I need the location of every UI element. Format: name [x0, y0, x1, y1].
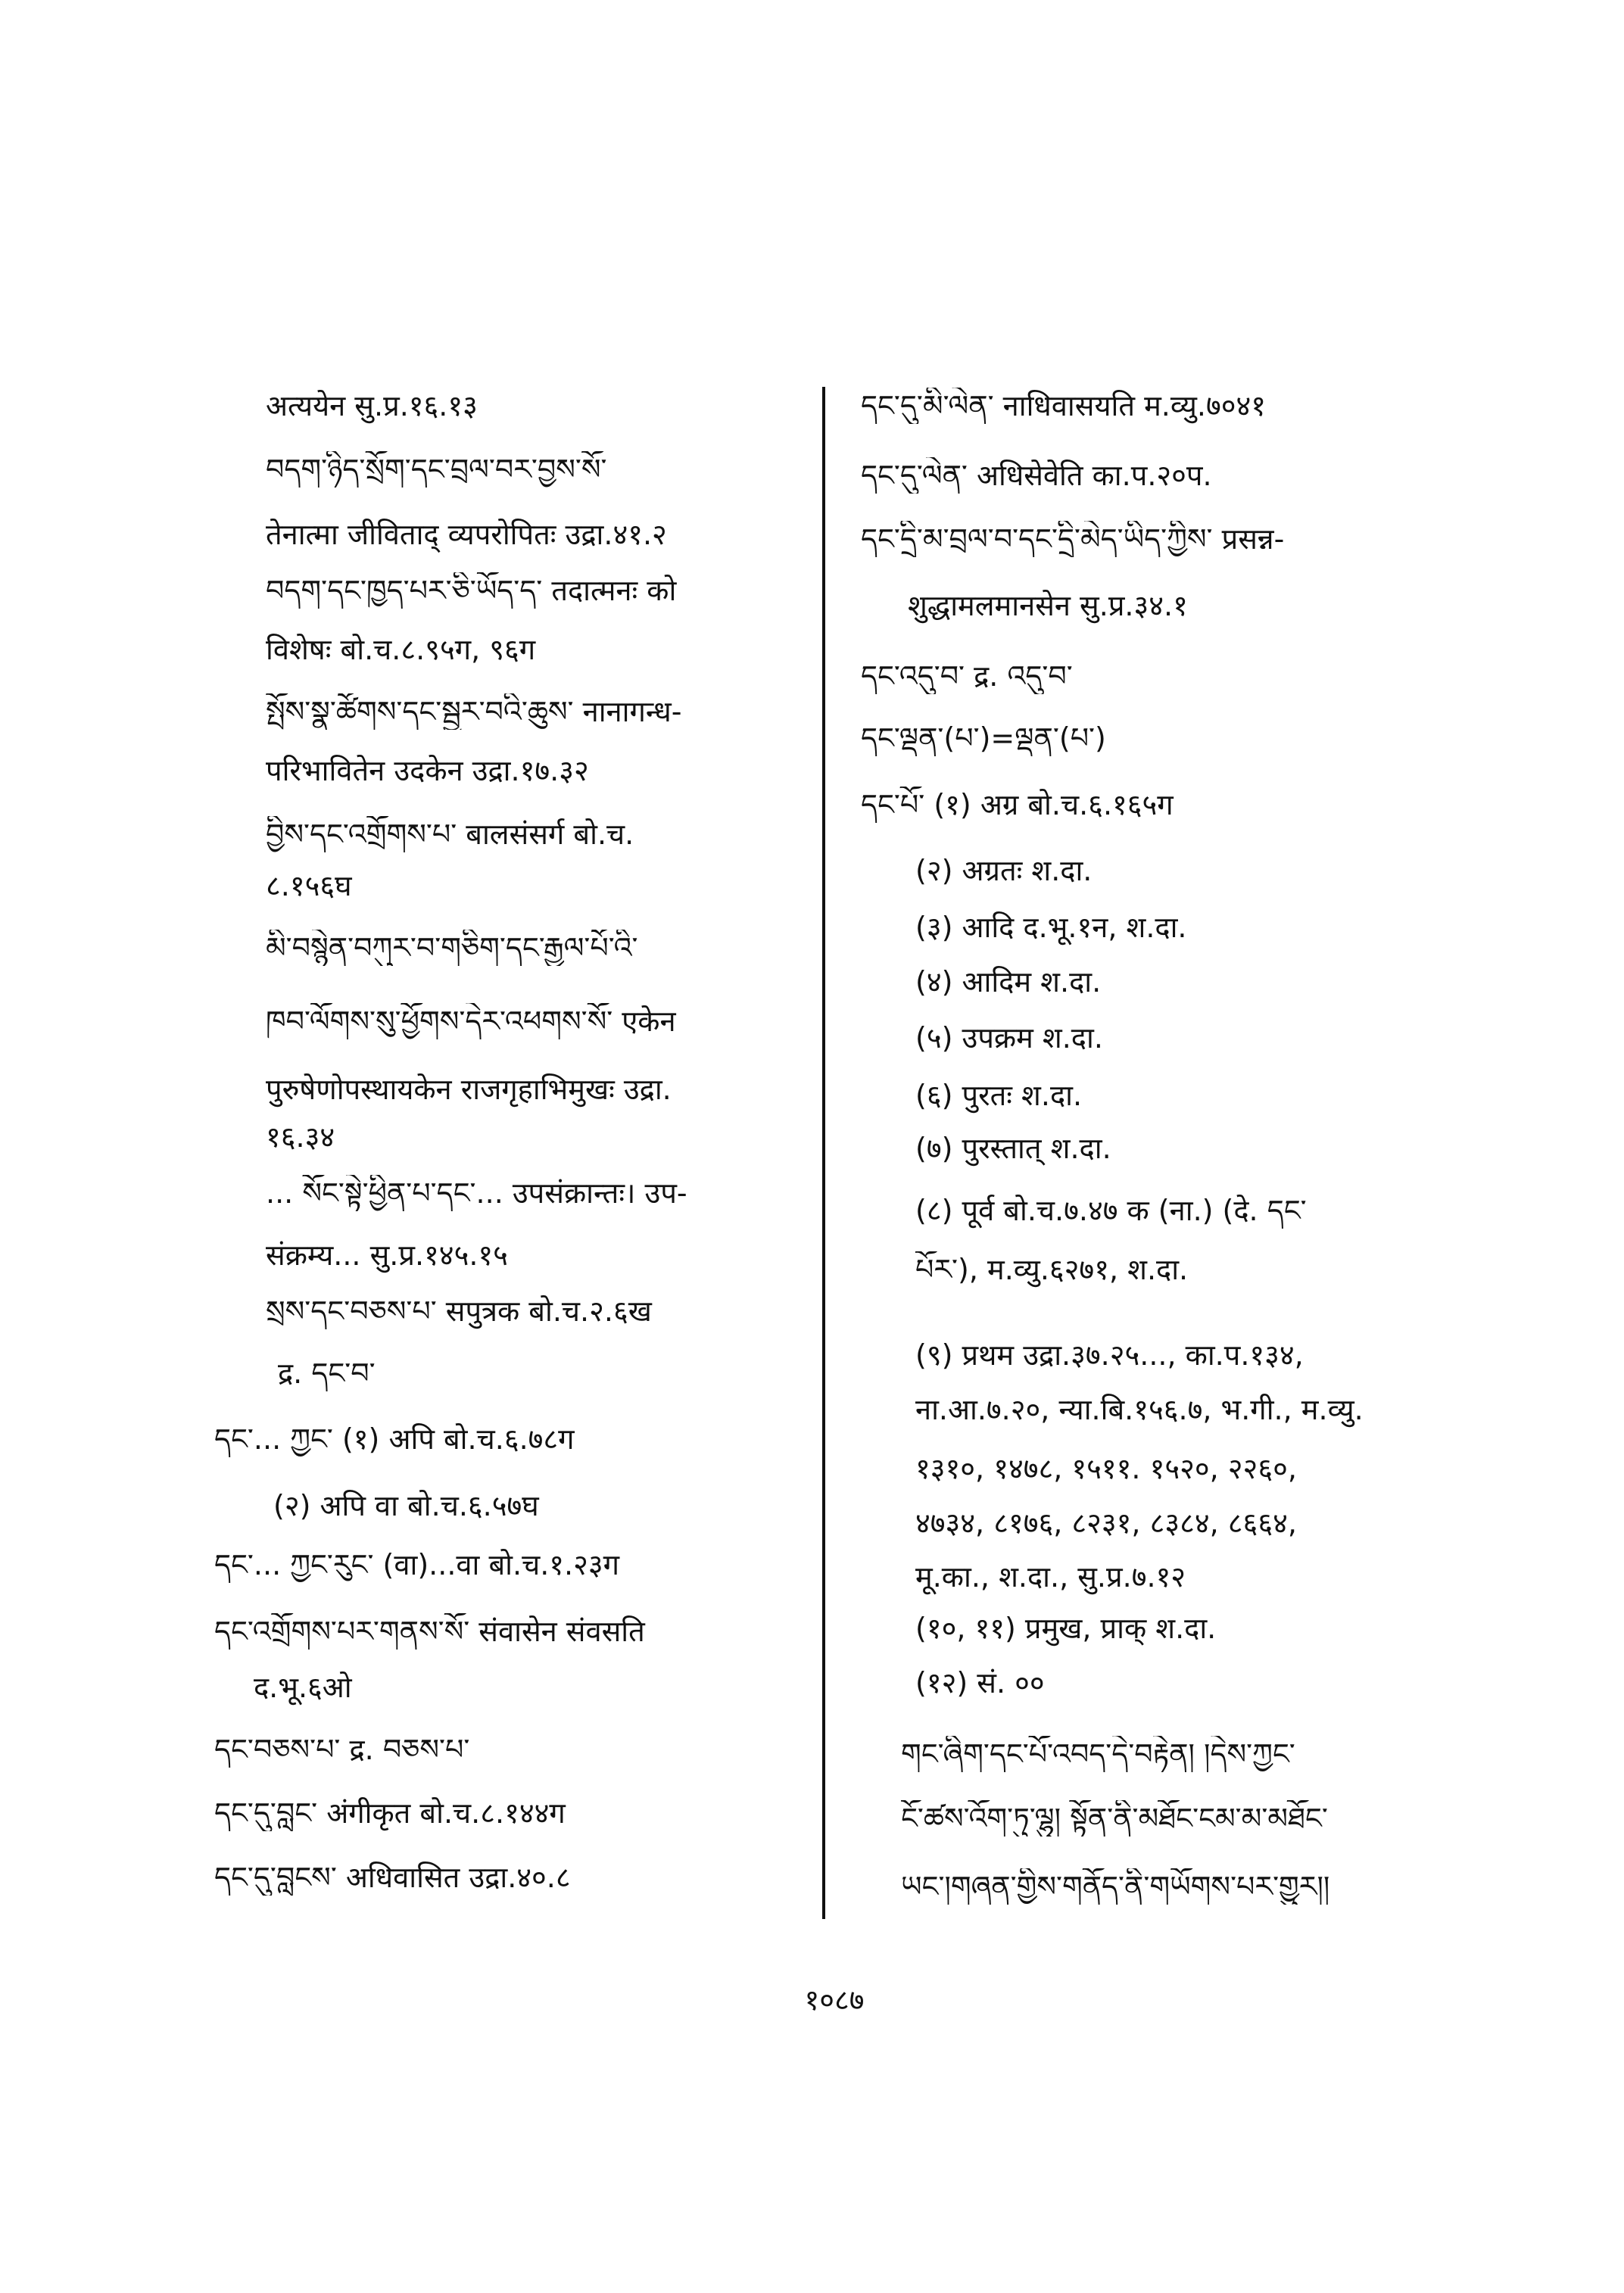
sense-line: (७) पुरस्तात् श.दा. — [915, 1132, 1111, 1165]
headword-line: དང་... ཀྱང་རུང་ (वा)...वा बो.च.१.२३ग — [214, 1548, 620, 1581]
left-column-line: བདག་དང་ཁྱད་པར་ཅི་ཡོད་ད་ तदात्मनः को — [266, 574, 677, 607]
left-column-line: १६.३४ — [266, 1120, 335, 1154]
sense-line: ४७३४, ८१७६, ८२३१, ८३८४, ८६६४, — [915, 1506, 1297, 1540]
headword-line: དང་... ཀྱང་ (१) अपि बो.च.६.७८ग — [214, 1422, 575, 1456]
left-column-line: ८.१५६घ — [266, 869, 352, 902]
headword-line: དང་པོ་ (१) अग्र बो.च.६.१६५ग — [861, 788, 1174, 821]
sense-line: (४) आदिम श.दा. — [915, 965, 1102, 999]
left-column-line: विशेषः बो.च.८.९५ग, ९६ग — [266, 633, 536, 666]
left-column-line: अत्ययेन सु.प्र.१६.१३ — [266, 389, 478, 422]
sense-line: (८) पूर्व बो.च.७.४७ क (ना.) (दे. དང་ — [915, 1194, 1307, 1227]
headword-line: དང་འདུ་བ་ द्र. འདུ་བ་ — [861, 659, 1073, 693]
sense-line: (९) प्रथम उद्रा.३७.२५..., का.प.१३४, — [915, 1338, 1304, 1372]
headword-line: དང་འགྲོགས་པར་གནས་སོ་ संवासेन संवसति — [214, 1615, 645, 1648]
sense-line: (२) अग्रतः श.दा. — [915, 854, 1093, 887]
left-column-line: द्र. དང་བ་ — [278, 1357, 376, 1390]
left-column-line: མི་བསྙེན་བཀུར་བ་གཅིག་དང་རྒྱལ་པོ་འི་ — [266, 931, 638, 964]
sense-line: ना.आ.७.२०, न्या.बि.१५६.७, भ.गी., म.व्यु. — [915, 1393, 1364, 1426]
sense-line: (१२) सं. ०० — [915, 1666, 1045, 1699]
left-column-line: སྲས་དང་བཅས་པ་ सपुत्रक बो.च.२.६ख — [266, 1294, 652, 1328]
left-column-line: ཁབ་ལོགས་སུ་ཕྱོགས་དེར་འཕགས་སོ་ एकेन — [266, 1005, 676, 1038]
left-column-line: སྤོས་སྣ་ཚོགས་དང་སྦྱར་བའི་ཆུས་ नानागन्ध- — [266, 695, 682, 728]
left-column-line: पुरुषेणोपस्थायकेन राजगृहाभिमुखः उद्रा. — [266, 1073, 672, 1106]
left-column-line: བྱིས་དང་འགྲོགས་པ་ बालसंसर्ग बो.च. — [266, 818, 634, 851]
headword-line: དང་དུ་བླངས་ अधिवासित उद्रा.४०.८ — [214, 1861, 571, 1894]
left-column-line: संक्रम्य... सु.प्र.१४५.१५ — [266, 1238, 508, 1272]
headword-line: དང་དུ་བླང་ अंगीकृत बो.च.८.१४४ग — [214, 1796, 566, 1830]
left-column-line: ... སོང་སྟེ་ཕྱིན་པ་དང་... उपसंक्रान्तः। उप- — [266, 1176, 687, 1210]
headword-line: དང་དུ་མི་ལེན་ नाधिवासयति म.व्यु.७०४१ — [861, 389, 1267, 422]
right-column-line: शुद्धामलमानसेन सु.प्र.३४.१ — [908, 589, 1188, 622]
verse-line: གང་ཞིག་དང་པོ་འབད་དེ་བརྟེན། །དེས་ཀྱང་ — [901, 1737, 1295, 1771]
sense-line: (५) उपक्रम श.दा. — [915, 1021, 1103, 1055]
sense-line: (१०, ११) प्रमुख, प्राक् श.दा. — [915, 1612, 1217, 1645]
left-column-line: परिभावितेन उदकेन उद्रा.१७.३२ — [266, 754, 589, 787]
headword-line: དང་དྲི་མ་བྲལ་བ་དང་དྲི་མེད་ཡིད་ཀྱིས་ प्रसन्न- — [861, 522, 1285, 556]
sense-line: मू.का., श.दा., सु.प्र.७.१२ — [915, 1560, 1186, 1594]
sense-line: (३) आदि द.भू.१न, श.दा. — [915, 911, 1187, 944]
left-column-line: (२) अपि वा बो.च.६.५७घ — [273, 1489, 539, 1522]
headword-line: དང་ལྡན་(པ་)=ལྡན་(པ་) — [861, 721, 1106, 755]
verse-line: ངོ་ཚས་འོག་ཏུ་ལྷུ། སྟོན་ནི་མཐོང་ངམ་མ་མཐོང་ — [901, 1802, 1328, 1835]
verse-line: ཡང་།གཞན་གྱིས་གནོད་ནི་གཡོགས་པར་གྱུར།། — [901, 1870, 1330, 1903]
page-number: १०८७ — [804, 1983, 865, 2017]
column-divider — [822, 387, 825, 1919]
headword-line: དང་དུ་ལེན་ अधिसेवेति का.प.२०प. — [861, 459, 1212, 492]
left-column-line: तेनात्मा जीविताद् व्यपरोपितः उद्रा.४१.२ — [266, 518, 667, 551]
sense-line: (६) पुरतः श.दा. — [915, 1079, 1083, 1112]
sense-line: པོར་), म.व्यु.६२७१, श.दा. — [915, 1253, 1189, 1286]
left-column-line: द.भू.६ओ — [254, 1671, 352, 1704]
sense-line: १३१०, १४७८, १५११. १५२०, २२६०, — [915, 1452, 1297, 1485]
headword-line: དང་བཅས་པ་ द्र. བཅས་པ་ — [214, 1733, 470, 1766]
left-column-line: བདག་ཉིད་སྲོག་དང་བྲལ་བར་བྱས་སོ་ — [266, 453, 607, 486]
